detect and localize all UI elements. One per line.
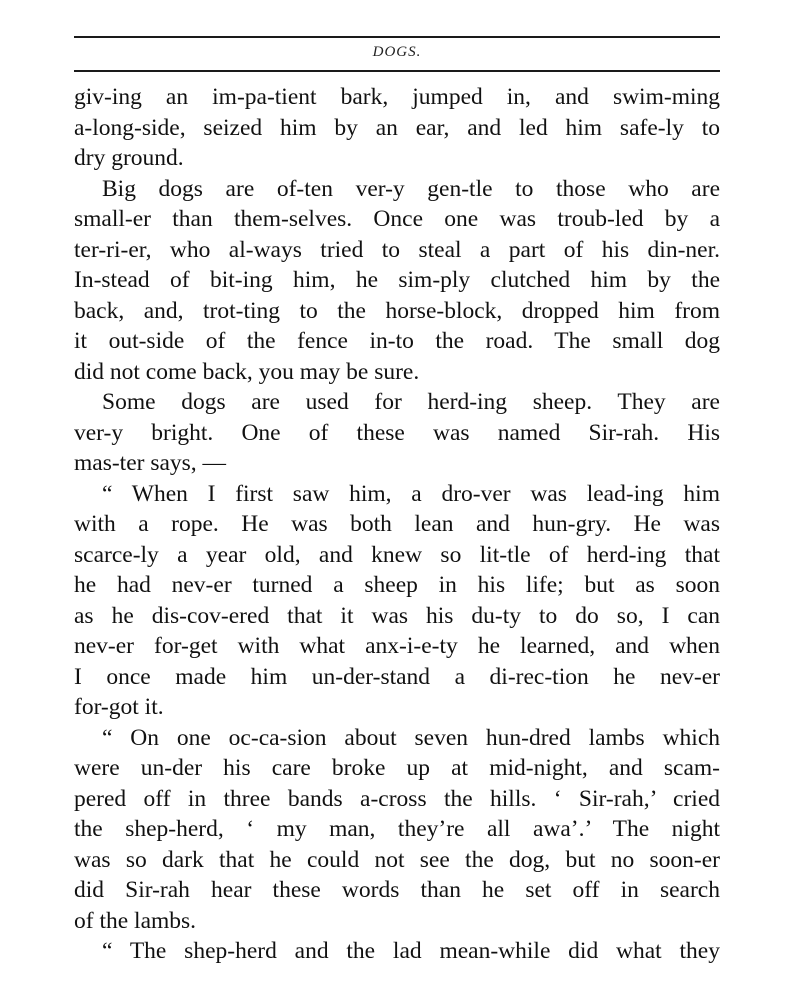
text-line: it out-side of the fence in-to the road. The small dog [74,328,720,354]
header-rule-top [74,36,720,38]
text-line: were un-der his care broke up at mid-night, and scam- [74,755,720,781]
text-line: “ The shep-herd and the lad mean-while did what they [102,938,720,964]
text-line: nev-er for-get with what anx-i-e-ty he learned, and when [74,633,720,659]
text-line: ter-ri-er, who al-ways tried to steal a part of his din-ner. [74,236,720,263]
body-text [74,82,720,967]
text-line: a-long-side, seized him by an ear, and led him safe-ly to [74,114,720,141]
header-rule-bottom [74,70,720,72]
text-line: dry ground. [74,145,184,171]
text-line: Some dogs are used for herd-ing sheep. They are [102,389,720,415]
text-line: Big dogs are of-ten ver-y gen-tle to those who are [102,175,720,202]
text-line: as he dis-cov-ered that it was his du-ty to do so, I can [74,602,720,629]
text-line: In-stead of bit-ing him, he sim-ply clutched him by the [74,267,720,293]
text-line: did Sir-rah hear these words than he set off in search [74,877,720,903]
text-line: small-er than them-selves. Once one was troub-led by a [74,206,720,232]
text-line: pered off in three bands a-cross the hills. ‘ Sir-rah,’ cried [74,785,720,812]
text-line: with a rope. He was both lean and hun-gry. He was [74,511,720,537]
text-line: I once made him un-der-stand a di-rec-tion he nev-er [74,663,720,690]
text-line: the shep-herd, ‘ my man, they’re all awa’.’ The night [74,816,720,842]
text-line: for-got it. [74,694,164,720]
text-line: was so dark that he could not see the dog, but no soon-er [74,846,720,873]
text-line: back, and, trot-ting to the horse-block, dropped him from [74,297,720,324]
text-line: “ When I first saw him, a dro-ver was lead-ing him [102,480,720,507]
text-line: ver-y bright. One of these was named Sir-rah. His [74,419,720,446]
text-line: scarce-ly a year old, and knew so lit-tle of herd-ing that [74,541,720,568]
text-line: did not come back, you may be sure. [74,358,420,385]
text-line: mas-ter says, — [74,450,227,476]
text-line: giv-ing an im-pa-tient bark, jumped in, and swim-ming [74,84,720,110]
running-head-title: DOGS. [372,44,422,60]
text-line: “ On one oc-ca-sion about seven hun-dred lambs which [102,724,720,751]
text-line: he had nev-er turned a sheep in his life; but as soon [74,572,720,598]
text-line: of the lambs. [74,907,197,934]
